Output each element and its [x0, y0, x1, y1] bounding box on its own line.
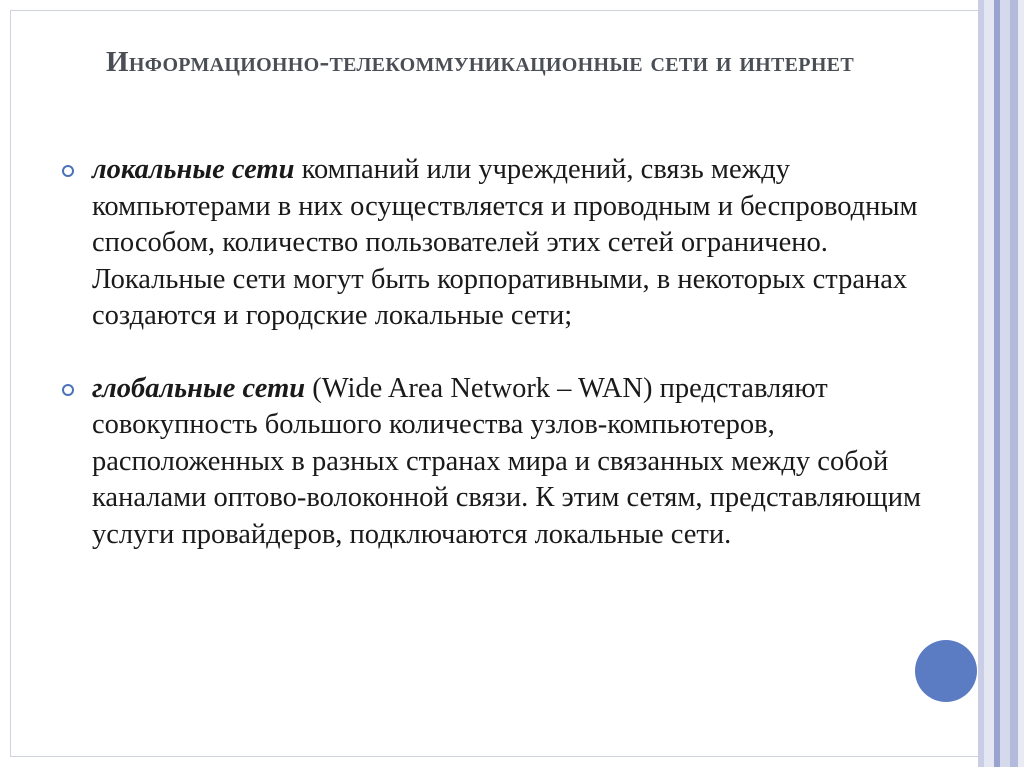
stripe — [1010, 0, 1018, 767]
term-global-networks: глобальные сети — [92, 372, 306, 404]
list-item — [62, 152, 932, 335]
bullet-list — [62, 152, 932, 553]
stripe — [1018, 0, 1024, 767]
decorative-stripes — [978, 0, 1024, 767]
bullet-icon — [62, 165, 74, 177]
stripe — [984, 0, 994, 767]
list-item — [62, 371, 932, 554]
item-text: (Wide Area Network – WAN) представляют совокупность большого количества узлов-компьютеров, расположенных в разных странах мира и связанных между собой каналами оптово-волоконной связи. К этим сетям, представляющим услуги провайдеров, подключаются локальные сети. — [92, 372, 921, 550]
term-local-networks: локальные сети — [92, 154, 295, 185]
decorative-circle — [915, 640, 977, 702]
bullet-icon — [62, 384, 74, 396]
item-text: компаний или учреждений, связь между компьютерами в них осуществляется и проводным и беспроводным способом, количество пользователей этих сетей ограничено. Локальные сети могут быть корпоративными, в некоторых странах создаются и городские локальные сети; — [92, 154, 918, 331]
page-title: Информационно-телекоммуникационные сети и интернет — [106, 46, 854, 78]
stripe — [1000, 0, 1010, 767]
